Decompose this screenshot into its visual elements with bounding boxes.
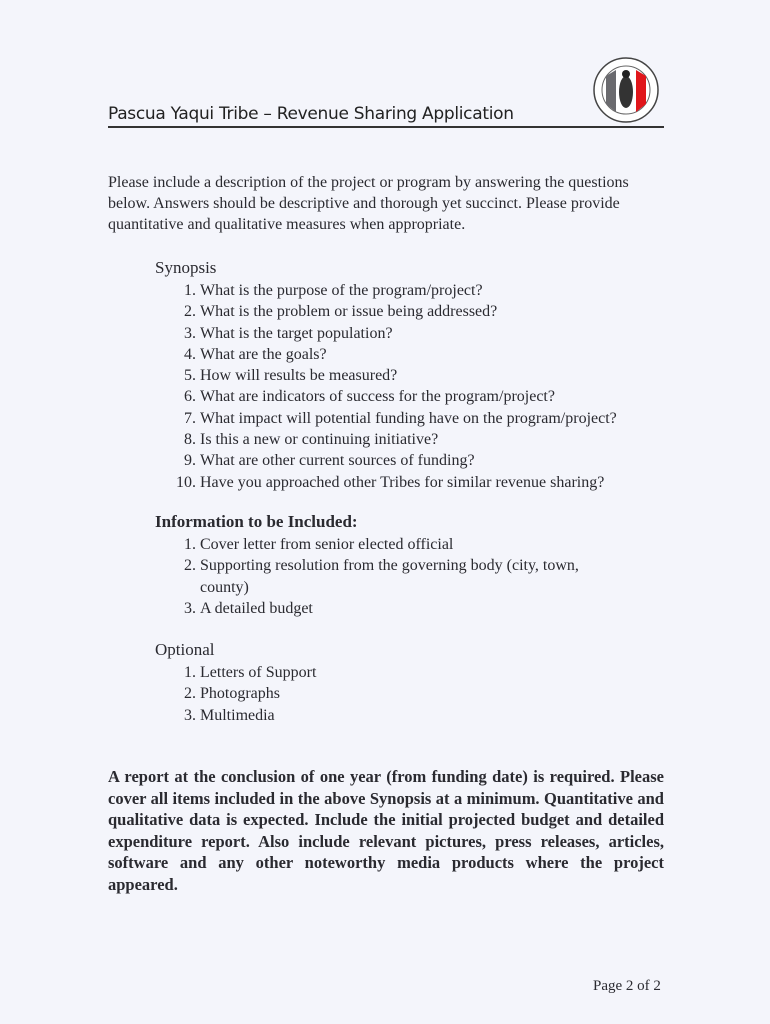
- list-item: 2. What is the problem or issue being addressed?: [200, 301, 650, 322]
- included-heading: Information to be Included:: [155, 512, 358, 531]
- report-requirement: A report at the conclusion of one year (from funding date) is required. Please cover all items included in the above Synopsis at a minimum. Quantitative and qualitative data is expected. Include the initial projected budget and detailed expenditure report. Also include relevant pictures, press releases, articles, software and any other noteworthy media products where the project appeared.: [108, 767, 664, 894]
- list-item: 4. What are the goals?: [200, 344, 650, 365]
- list-item: 10. Have you approached other Tribes for similar revenue sharing?: [200, 472, 650, 493]
- list-item: 5. How will results be measured?: [200, 365, 650, 386]
- tribe-seal-logo: [592, 56, 660, 124]
- list-item: 1. Cover letter from senior elected official: [200, 534, 630, 555]
- optional-list: [172, 662, 650, 726]
- list-item: 7. What impact will potential funding have on the program/project?: [200, 408, 650, 429]
- title-rule: [108, 126, 664, 128]
- list-item: 1. What is the purpose of the program/project?: [200, 280, 650, 301]
- list-item: 2. Supporting resolution from the governing body (city, town, county): [200, 555, 630, 598]
- list-item: 2. Photographs: [200, 683, 650, 704]
- list-item: 1. Letters of Support: [200, 662, 650, 683]
- synopsis-list: [172, 280, 650, 493]
- intro-paragraph: Please include a description of the project or program by answering the questions below. Answers should be descriptive and thorough yet succinct. Please provide quantitative and qualitative measures when appropriate.: [108, 174, 629, 233]
- synopsis-heading: Synopsis: [155, 258, 217, 277]
- page-number: Page 2 of 2: [593, 978, 661, 994]
- included-list: [172, 534, 630, 619]
- document-title: Pascua Yaqui Tribe – Revenue Sharing Application: [108, 104, 514, 124]
- list-item: 3. What is the target population?: [200, 323, 650, 344]
- optional-heading: Optional: [155, 640, 215, 659]
- list-item: 9. What are other current sources of funding?: [200, 450, 650, 471]
- list-item: 8. Is this a new or continuing initiative?: [200, 429, 650, 450]
- list-item: 3. Multimedia: [200, 705, 650, 726]
- list-item: 3. A detailed budget: [200, 598, 630, 619]
- list-item: 6. What are indicators of success for the program/project?: [200, 386, 650, 407]
